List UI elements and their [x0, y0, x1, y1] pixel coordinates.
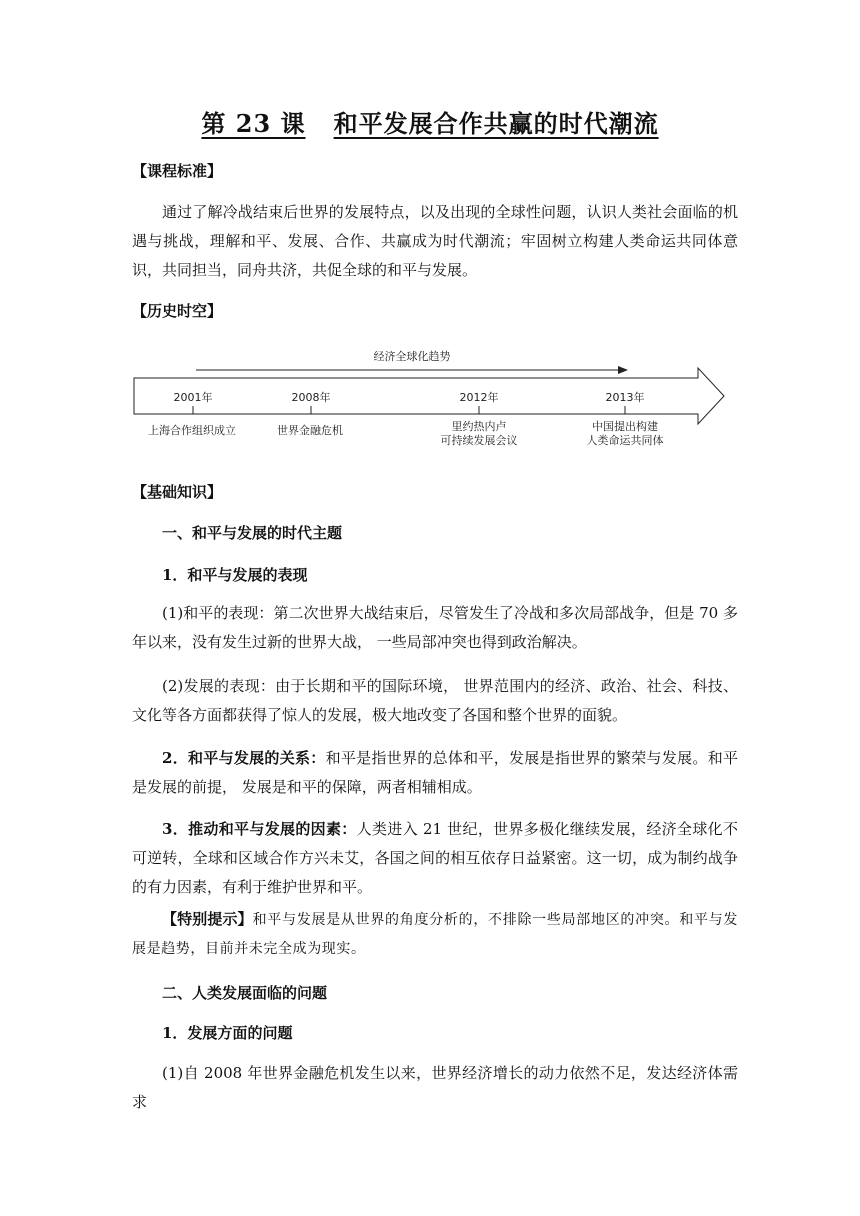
timeline-event-2013 [587, 390, 664, 447]
title-lesson-number: 第 23 课 [201, 109, 306, 138]
special-tip-text: 和平与发展是从世界的角度分析的，不排除一些局部地区的冲突。和平与发展是趋势，目前并未完全成为现实。 [132, 912, 738, 957]
paragraph-peace: (1)和平的表现：第二次世界大战结束后，尽管发生了冷战和多次局部战争，但是 70 多年以来，没有发生过新的世界大战， 一些局部冲突也得到政治解决。 [132, 604, 738, 651]
section-basic-heading: 【基础知识】 [132, 483, 223, 501]
heading-peace-development: 一、和平与发展的时代主题 [162, 524, 343, 542]
event-label: 里约热内卢 [451, 420, 507, 433]
event-year: 2008年 [291, 391, 331, 404]
paragraph-relationship [132, 744, 738, 802]
trend-label: 经济全球化趋势 [373, 350, 451, 363]
page-title [0, 104, 860, 139]
event-label-line2: 人类命运共同体 [586, 434, 664, 447]
special-tip-lead: 【特别提示】 [162, 910, 253, 928]
relationship-lead: 2．和平与发展的关系： [162, 749, 326, 767]
factors-lead: 3．推动和平与发展的因素： [162, 820, 357, 838]
paragraph-financial-crisis: (1)自 2008 年世界金融危机发生以来，世界经济增长的动力依然不足，发达经济体需求 [132, 1064, 738, 1111]
section-history-heading: 【历史时空】 [132, 302, 223, 320]
special-tip [132, 905, 738, 964]
standard-paragraph: 通过了解冷战结束后世界的发展特点，以及出现的全球性问题，认识人类社会面临的机遇与挑战，理解和平、发展、合作、共赢成为时代潮流；牢固树立构建人类命运共同体意识，共同担当，同舟共济，共促全球的和平与发展。 [132, 203, 738, 279]
event-label: 中国提出构建 [592, 420, 658, 433]
timeline-event-2012 [441, 390, 518, 447]
event-year: 2012年 [459, 391, 499, 404]
paragraph-factors [132, 815, 738, 902]
event-label-line2: 可持续发展会议 [440, 434, 518, 447]
event-label: 上海合作组织成立 [148, 424, 236, 437]
heading-manifestations: 1．和平与发展的表现 [162, 566, 308, 584]
event-year: 2013年 [605, 391, 645, 404]
heading-development-problems: 1．发展方面的问题 [162, 1024, 293, 1042]
trend-arrow-head [618, 366, 628, 374]
heading-human-problems: 二、人类发展面临的问题 [162, 984, 328, 1002]
paragraph-development: (2)发展的表现：由于长期和平的国际环境， 世界范围内的经济、政治、社会、科技、文化等各方面都获得了惊人的发展，极大地改变了各国和整个世界的面貌。 [132, 677, 738, 724]
section-standard-heading: 【课程标准】 [132, 162, 223, 180]
event-year: 2001年 [173, 391, 213, 404]
title-lesson-name: 和平发展合作共赢的时代潮流 [333, 109, 659, 138]
event-label: 世界金融危机 [277, 424, 343, 437]
relationship-text: 和平是指世界的总体和平，发展是指世界的繁荣与发展。和平是发展的前提， 发展是和平的保障，两者相辅相成。 [132, 749, 738, 796]
factors-text: 人类进入 21 世纪，世界多极化继续发展，经济全球化不可逆转，全球和区域合作方兴未艾，各国之间的相互依存日益紧密。这一切，成为制约战争的有力因素，有利于维护世界和平。 [132, 820, 738, 896]
timeline-diagram [0, 334, 860, 474]
